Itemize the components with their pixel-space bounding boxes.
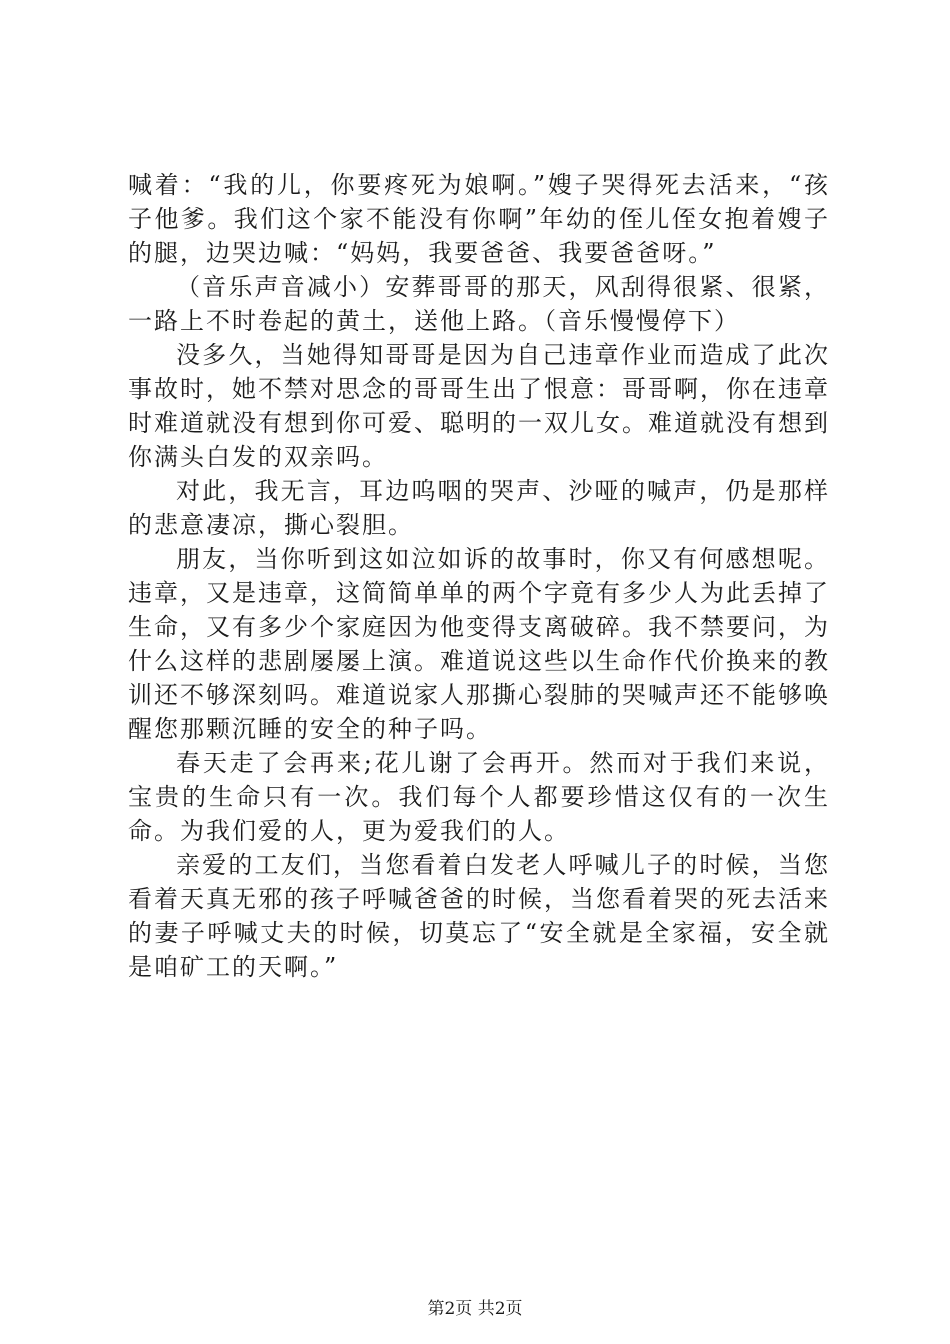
paragraph: 朋友，当你听到这如泣如诉的故事时，你又有何感想呢。违章，又是违章，这简简单单的两个字竟有多少人为此丢掉了生命，又有多少个家庭因为他变得支离破碎。我不禁要问，为什么这样的悲剧屡屡上演。难道说这些以生命作代价换来的教训还不够深刻吗。难道说家人那撕心裂肺的哭喊声还不能够唤醒您那颗沉睡的安全的种子吗。	[128, 545, 830, 743]
paragraph: 对此，我无言，耳边呜咽的哭声、沙哑的喊声，仍是那样的悲意凄凉，撕心裂胆。	[128, 477, 830, 539]
paragraph: （音乐声音减小）安葬哥哥的那天，风刮得很紧、很紧，一路上不时卷起的黄土，送他上路。（音乐慢慢停下）	[128, 273, 830, 335]
paragraph: 没多久，当她得知哥哥是因为自己违章作业而造成了此次事故时，她不禁对思念的哥哥生出了恨意：哥哥啊，你在违章时难道就没有想到你可爱、聪明的一双儿女。难道就没有想到你满头白发的双亲吗。	[128, 341, 830, 471]
page-number-footer: 第2页 共2页	[427, 1299, 523, 1319]
paragraph: 亲爱的工友们，当您看着白发老人呼喊儿子的时候，当您看着天真无邪的孩子呼喊爸爸的时候，当您看着哭的死去活来的妻子呼喊丈夫的时候，切莫忘了“安全就是全家福，安全就是咱矿工的天啊。”	[128, 851, 830, 981]
document-body	[128, 168, 830, 984]
paragraph: 喊着：“我的儿，你要疼死为娘啊。”嫂子哭得死去活来，“孩子他爹。我们这个家不能没有你啊”年幼的侄儿侄女抱着嫂子的腿，边哭边喊：“妈妈，我要爸爸、我要爸爸呀。”	[128, 171, 830, 267]
paragraph: 春天走了会再来;花儿谢了会再开。然而对于我们来说，宝贵的生命只有一次。我们每个人都要珍惜这仅有的一次生命。为我们爱的人，更为爱我们的人。	[128, 749, 830, 845]
